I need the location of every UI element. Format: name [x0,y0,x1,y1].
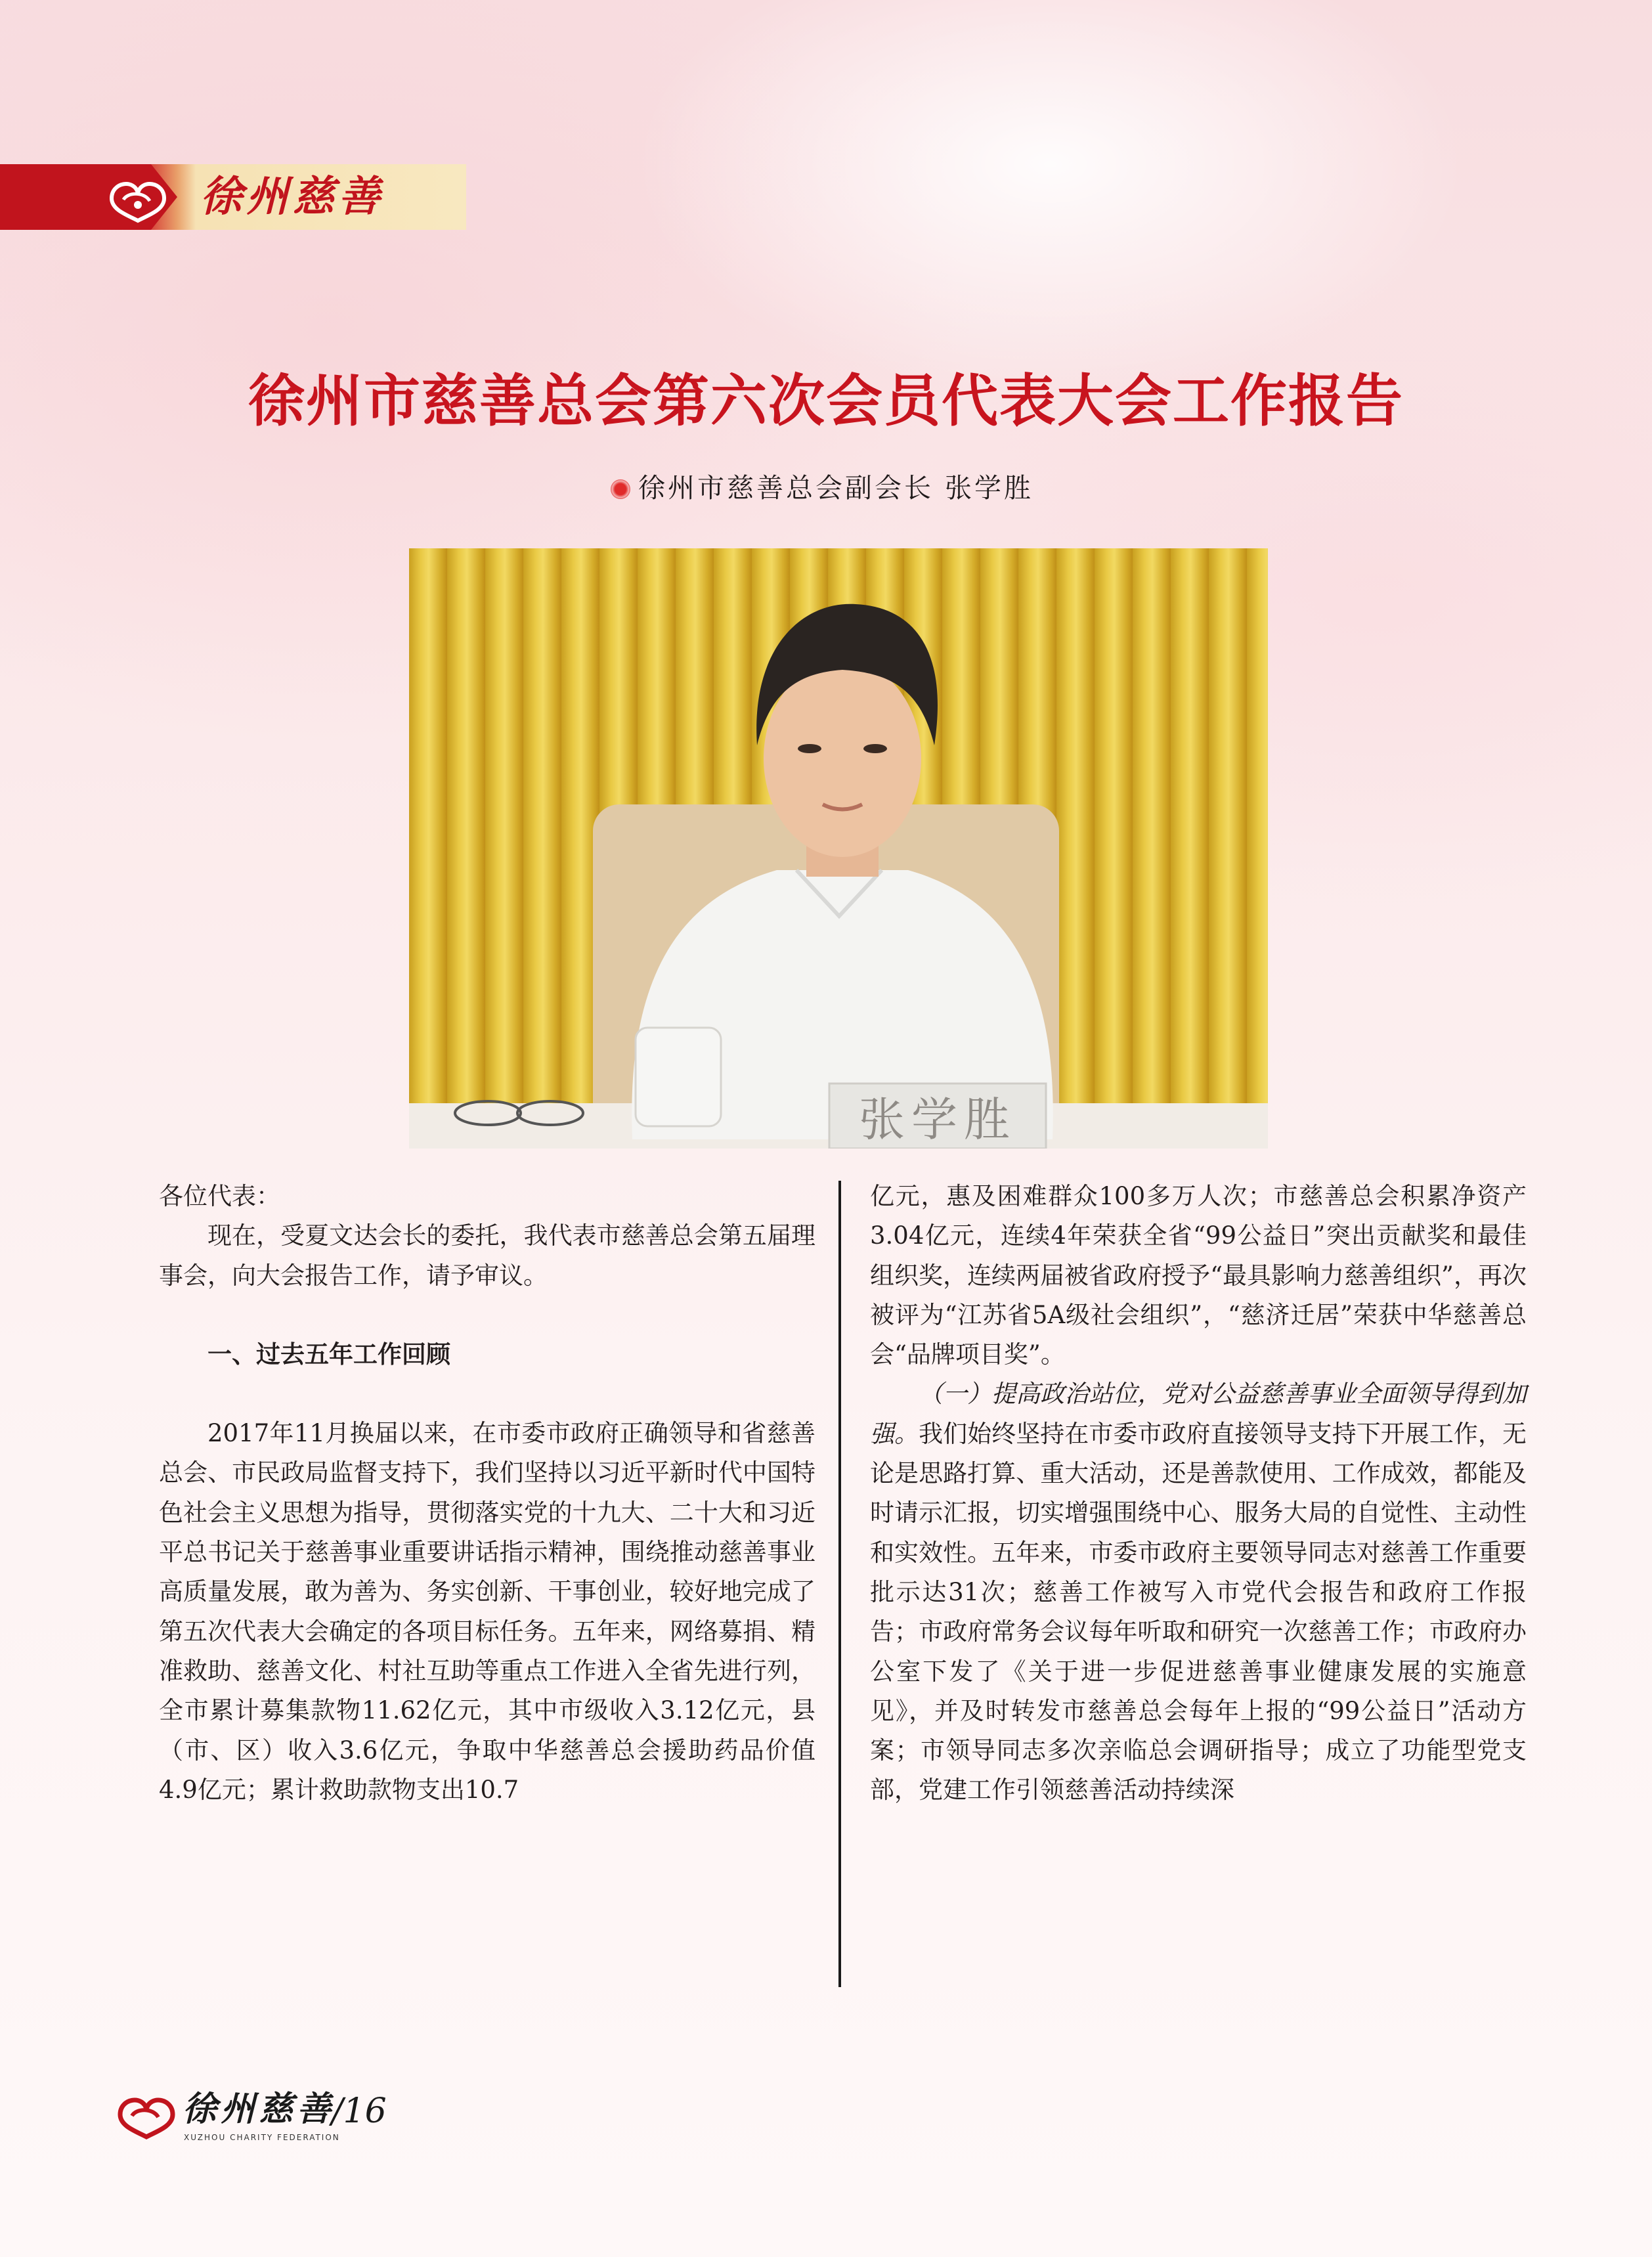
paragraph-continued: 亿元，惠及困难群众100多万人次；市慈善总会积累净资产3.04亿元，连续4年荣获全省“99公益日”突出贡献奖和最佳组织奖，连续两届被省政府授予“最具影响力慈善组织”，再次被评为“江苏省5A级社会组织”，“慈济迁居”荣获中华慈善总会“品牌项目奖”。 [870,1182,1527,1369]
spacer [159,1296,815,1335]
paragraph-review: 2017年11月换届以来，在市委市政府正确领导和省慈善总会、市民政局监督支持下，我们坚持以习近平新时代中国特色社会主义思想为指导，贯彻落实党的十九大、二十大和习近平总书记关于慈善事业重要讲话指示精神，围绕推动慈善事业高质量发展，敢为善为、务实创新、干事创业，较好地完成了第五次代表大会确定的各项目标任务。五年来，网络募捐、精准救助、慈善文化、村社互助等重点工作进入全省先进行列，全市累计募集款物11.62亿元，其中市级收入3.12亿元，县（市、区）收入3.6亿元，争取中华慈善总会援助药品价值4.9亿元；累计救助款物支出10.7 [159,1419,815,1804]
section-heading: 一、过去五年工作回顾 [207,1340,450,1369]
article-title: 徐州市慈善总会第六次会员代表大会工作报告 [248,368,1404,434]
nameplate-text: 张学胜 [859,1093,1016,1147]
sub-heading: （一）提高政治站位，党对公益慈善事业全面领导得到加强。 [870,1380,1527,1448]
column-divider [838,1181,841,1987]
left-column [159,1177,815,1810]
greeting: 各位代表： [159,1182,280,1210]
right-column [870,1177,1527,1810]
footer-brand: 徐州慈善 [183,2089,336,2129]
red-bullet-icon [611,479,630,499]
paragraph-subsection [870,1374,1527,1810]
byline-text: 徐州市慈善总会副会长 张学胜 [638,472,1034,504]
spacer [159,1374,815,1414]
heart-ribbon-icon [98,172,177,225]
footer-subtitle: XUZHOU CHARITY FEDERATION [184,2133,340,2142]
footer-logo-icon [110,2088,183,2141]
paragraph-intro: 现在，受夏文达会长的委托，我代表市慈善总会第五届理事会，向大会报告工作，请予审议。 [159,1221,815,1290]
speaker-photo [409,548,1268,1149]
header-brand: 徐州慈善 [200,172,384,221]
page-number: /16 [332,2092,387,2131]
subsection-text: 我们始终坚持在市委市政府直接领导支持下开展工作，无论是思路打算、重大活动，还是善款使用、工作成效，都能及时请示汇报，切实增强围绕中心、服务大局的自觉性、主动性和实效性。五年来，市委市政府主要领导同志对慈善工作重要批示达31次；慈善工作被写入市党代会报告和政府工作报告；市政府常务会议每年听取和研究一次慈善工作；市政府办公室下发了《关于进一步促进慈善事业健康发展的实施意见》，并及时转发市慈善总会每年上报的“99公益日”活动方案；市领导同志多次亲临总会调研指导；成立了功能型党支部，党建工作引领慈善活动持续深 [870,1419,1527,1805]
byline [611,470,1033,506]
